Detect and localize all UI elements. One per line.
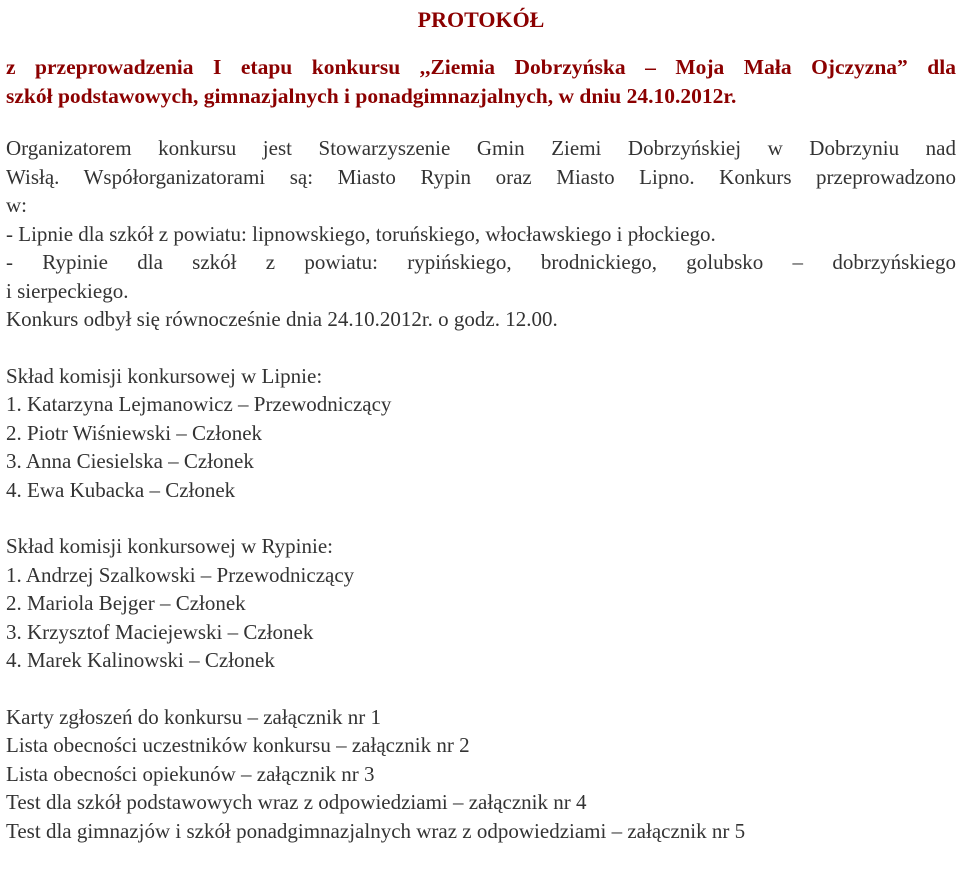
subtitle-line-1: z przeprowadzenia I etapu konkursu ,,Ziemia Dobrzyńska – Moja Mała Ojczyzna” dla (6, 55, 956, 79)
committee-rypin (6, 532, 956, 675)
committee-member: 2. Piotr Wiśniewski – Członek (6, 420, 263, 445)
attachment-item: Test dla szkół podstawowych wraz z odpowiedziami – załącznik nr 4 (6, 790, 587, 814)
intro-line-7: Konkurs odbył się równocześnie dnia 24.10.2012r. o godz. 12.00. (6, 307, 558, 331)
committee-member: 1. Andrzej Szalkowski – Przewodniczący (6, 562, 355, 587)
committee-member: 3. Anna Ciesielska – Członek (6, 449, 254, 473)
attachments-list (6, 703, 956, 846)
committee-member: 2. Mariola Bejger – Członek (6, 591, 246, 615)
document (6, 0, 956, 845)
committee-member: 3. Krzysztof Maciejewski – Członek (6, 619, 314, 644)
intro-line-5: - Rypinie dla szkół z powiatu: rypińskiego, brodnickiego, golubsko – dobrzyńskiego (6, 250, 956, 274)
committee-rypin-heading: Skład komisji konkursowej w Rypinie: (6, 534, 333, 558)
committee-lipno (6, 362, 956, 505)
committee-lipno-heading: Skład komisji konkursowej w Lipnie: (6, 363, 323, 388)
committee-member: 1. Katarzyna Lejmanowicz – Przewodniczący (6, 392, 392, 416)
attachment-item: Karty zgłoszeń do konkursu – załącznik nr 1 (6, 704, 381, 729)
intro-line-4: - Lipnie dla szkół z powiatu: lipnowskiego, toruńskiego, włocławskiego i płockiego. (6, 221, 716, 246)
intro-line-1: Organizatorem konkursu jest Stowarzyszenie Gmin Ziemi Dobrzyńskiej w Dobrzyniu nad (6, 136, 956, 160)
intro-line-6: i sierpeckiego. (6, 278, 129, 303)
attachment-item: Test dla gimnazjów i szkół ponadgimnazjalnych wraz z odpowiedziami – załącznik nr 5 (6, 818, 746, 843)
committee-member: 4. Marek Kalinowski – Członek (6, 648, 275, 672)
attachment-item: Lista obecności uczestników konkursu – załącznik nr 2 (6, 733, 470, 757)
intro-line-3: w: (6, 193, 27, 217)
document-subtitle (6, 53, 956, 111)
document-title: PROTOKÓŁ (417, 7, 545, 32)
committee-member: 4. Ewa Kubacka – Członek (6, 477, 236, 502)
attachment-item: Lista obecności opiekunów – załącznik nr 3 (6, 761, 375, 786)
intro-paragraph (6, 134, 956, 334)
subtitle-line-2: szkół podstawowych, gimnazjalnych i ponadgimnazjalnych, w dniu 24.10.2012r. (6, 84, 737, 108)
intro-line-2: Wisłą. Współorganizatorami są: Miasto Rypin oraz Miasto Lipno. Konkurs przeprowadzono (6, 164, 956, 189)
